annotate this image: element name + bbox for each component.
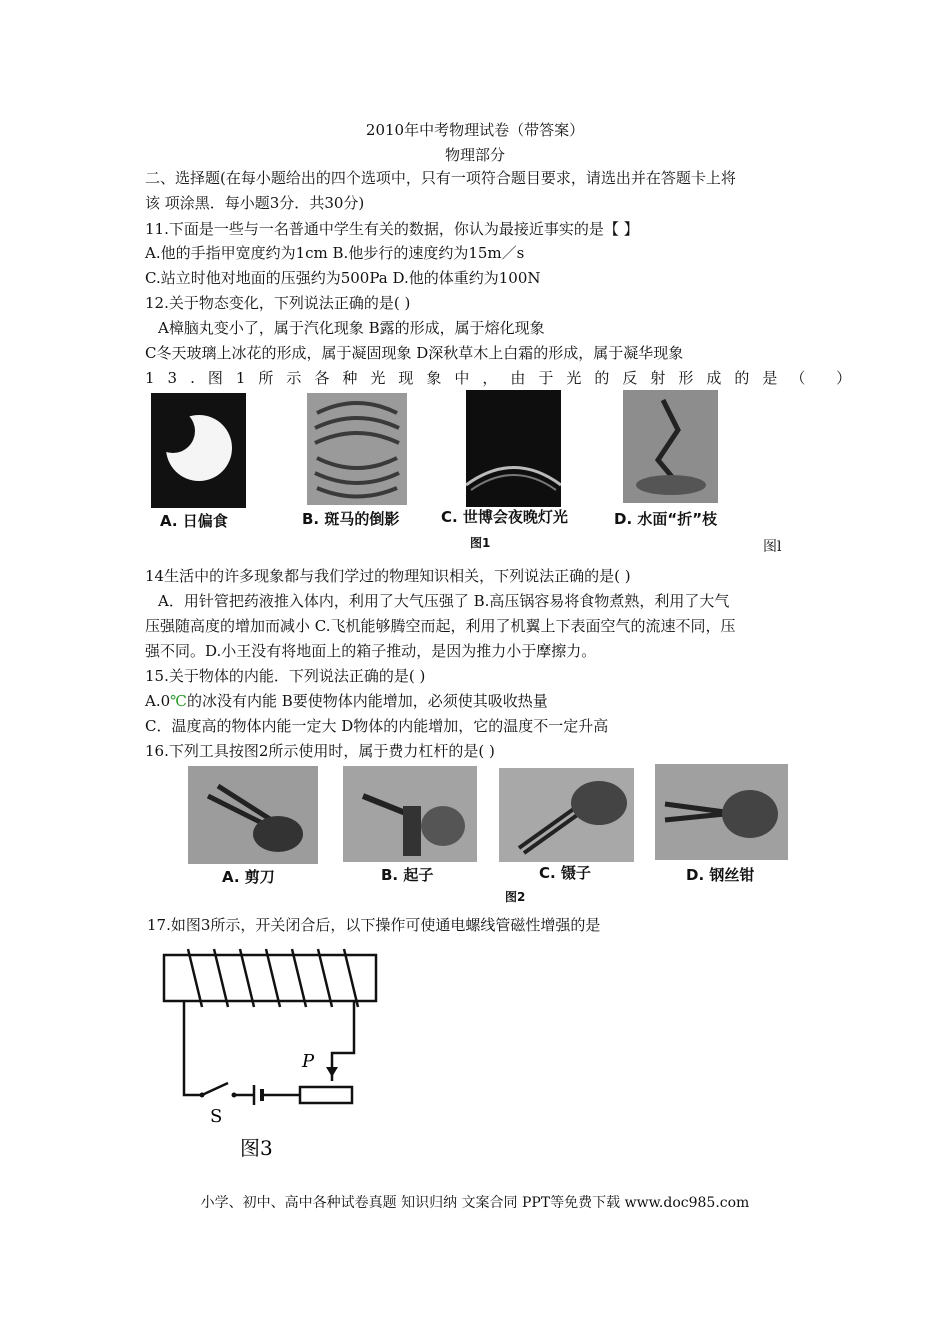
zebra-reflection-photo bbox=[307, 393, 407, 505]
light-beam-drawing bbox=[466, 390, 561, 507]
expo-night-lights-photo bbox=[466, 390, 561, 507]
fig2-caption-d: D. 钢丝钳 bbox=[686, 866, 755, 884]
label-p: P bbox=[302, 1051, 315, 1072]
q16-stem: 16.下列工具按图2所示使用时，属于费力杠杆的是( ) bbox=[145, 742, 495, 760]
fig2-caption-c: C. 镊子 bbox=[539, 864, 591, 882]
q11-options-ab: A.他的手指甲宽度约为1cm B.他步行的速度约为15m／s bbox=[145, 244, 525, 262]
section-intro-line2: 该 项涂黑．每小题3分．共30分) bbox=[145, 194, 365, 212]
q15-options-ab bbox=[145, 691, 548, 711]
q15-a-prefix: A.0 bbox=[145, 692, 171, 710]
q14-line1: A．用针管把药液推入体内，利用了大气压强了 B.高压锅容易将食物煮熟，利用了大气 bbox=[158, 592, 730, 610]
water-branch-photo bbox=[623, 390, 718, 503]
solenoid-circuit-diagram bbox=[150, 945, 390, 1160]
fig2-caption-b: B. 起子 bbox=[381, 866, 434, 884]
fig1-caption-b: B. 斑马的倒影 bbox=[302, 510, 400, 528]
q15-options-cd: C．温度高的物体内能一定大 D物体的内能增加，它的温度不一定升高 bbox=[145, 717, 609, 735]
sliding-rheostat bbox=[300, 1087, 352, 1103]
q11-options-cd: C.站立时他对地面的压强约为500Pa D.他的体重约为100N bbox=[145, 269, 541, 287]
q14-line2: 压强随高度的增加而减小 C.飞机能够腾空而起，利用了机翼上下表面空气的流速不同，压 bbox=[145, 617, 736, 635]
q14-line3: 强不同。D.小王没有将地面上的箱子推动，是因为推力小于摩擦力。 bbox=[145, 642, 597, 660]
left-wire bbox=[184, 1001, 202, 1095]
opener-drawing bbox=[343, 766, 477, 862]
eclipse-drawing bbox=[151, 393, 246, 508]
q15-celsius-unit: ℃ bbox=[170, 692, 187, 710]
section-intro-line1: 二、选择题(在每小题给出的四个选项中，只有一项符合题目要求，请选出并在答题卡上将 bbox=[145, 169, 736, 187]
rheostat-slider-arrow bbox=[326, 1067, 338, 1077]
fig1-label: 图1 bbox=[470, 536, 491, 550]
q13-stem: 13.图1所示各种光现象中，由于光的反射形成的是（ ） bbox=[145, 369, 865, 387]
footer-advertisement: 小学、初中、高中各种试卷真题 知识归纳 文案合同 PPT等免费下载 www.doc985.com bbox=[200, 1195, 750, 1211]
q15-a-rest: 的冰没有内能 B要使物体内能增加，必须使其吸收热量 bbox=[186, 692, 548, 710]
page-subtitle: 物理部分 bbox=[444, 146, 505, 164]
tweezers-photo bbox=[499, 768, 634, 862]
q15-stem: 15.关于物体的内能．下列说法正确的是( ) bbox=[145, 667, 426, 685]
branch-drawing bbox=[623, 390, 718, 503]
fig1-caption-a: A. 日偏食 bbox=[160, 512, 228, 530]
q12-options-cd: C冬天玻璃上冰花的形成，属于凝固现象 D深秋草木上白霜的形成，属于凝华现象 bbox=[145, 344, 684, 362]
fig3-label: 图3 bbox=[240, 1136, 273, 1160]
q12-stem: 12.关于物态变化，下列说法正确的是( ) bbox=[145, 294, 411, 312]
label-s: S bbox=[210, 1106, 223, 1127]
solenoid-coil-windings bbox=[188, 949, 358, 1007]
q14-stem: 14生活中的许多现象都与我们学过的物理知识相关，下列说法正确的是( ) bbox=[145, 567, 631, 585]
zebra-stripes-drawing bbox=[307, 393, 407, 505]
switch-s bbox=[202, 1083, 228, 1095]
fig1-caption-d: D. 水面“折”枝 bbox=[614, 510, 718, 528]
fig1-caption-c: C. 世博会夜晚灯光 bbox=[441, 508, 568, 526]
q17-stem: 17.如图3所示，开关闭合后，以下操作可使通电螺线管磁性增强的是 bbox=[147, 916, 601, 934]
fig2-label: 图2 bbox=[505, 890, 526, 904]
fig2-caption-a: A. 剪刀 bbox=[222, 868, 275, 886]
q12-options-ab: A樟脑丸变小了，属于汽化现象 B露的形成，属于熔化现象 bbox=[158, 319, 545, 337]
tweezers-drawing bbox=[499, 768, 634, 862]
fig1-label-right: 图l bbox=[763, 539, 782, 555]
bottle-opener-photo bbox=[343, 766, 477, 862]
pliers-drawing bbox=[655, 764, 788, 860]
solar-eclipse-photo bbox=[151, 393, 246, 508]
scissors-drawing bbox=[188, 766, 318, 864]
page-title: 2010年中考物理试卷（带答案） bbox=[365, 121, 585, 139]
q11-stem: 11.下面是一些与一名普通中学生有关的数据，你认为最接近事实的是【 】 bbox=[145, 220, 639, 238]
pliers-photo bbox=[655, 764, 788, 860]
scissors-photo bbox=[188, 766, 318, 864]
